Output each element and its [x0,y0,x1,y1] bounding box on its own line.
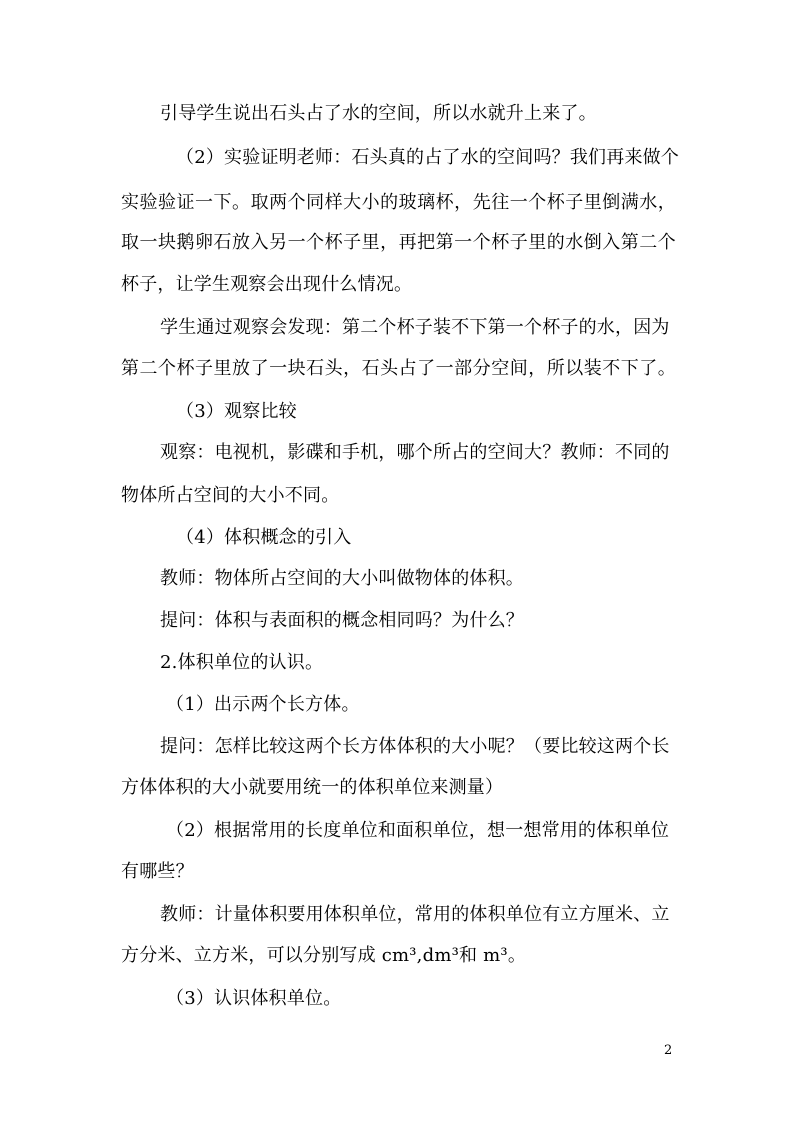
paragraph-line-16: 提问：怎样比较这两个长方体体积的大小呢？（要比较这两个长 [160,736,670,757]
paragraph-line-15: （1）出示两个长方体。 [166,694,360,715]
paragraph-line-6: 学生通过观察会发现：第二个杯子装不下第一个杯子的水，因为 [160,317,670,338]
paragraph-line-9: 观察：电视机，影碟和手机，哪个所占的空间大？教师：不同的 [160,442,670,463]
paragraph-line-10: 物体所占空间的大小不同。 [121,485,340,506]
paragraph-line-21: 方分米、立方米，可以分别写成 cm³,dm³和 m³。 [121,945,527,966]
paragraph-line-13: 提问：体积与表面积的概念相同吗？为什么？ [160,610,524,631]
paragraph-line-2: （2）实验证明老师：石头真的占了水的空间吗？我们再来做个 [176,147,680,168]
paragraph-line-18: （2）根据常用的长度单位和面积单位，想一想常用的体积单位 [166,820,670,841]
paragraph-line-22: （3）认识体积单位。 [166,988,342,1009]
paragraph-line-20: 教师：计量体积要用体积单位，常用的体积单位有立方厘米、立 [160,904,670,925]
section-heading-4: （4）体积概念的引入 [176,527,352,548]
page-number: 2 [664,1043,673,1058]
section-heading-3: （3）观察比较 [176,401,297,422]
paragraph-line-17: 方体体积的大小就要用统一的体积单位来测量） [121,777,504,798]
paragraph-line-12: 教师：物体所占空间的大小叫做物体的体积。 [160,568,524,589]
paragraph-line-5: 杯子，让学生观察会出现什么情况。 [121,274,413,295]
section-heading-2: 2.体积单位的认识。 [160,652,324,673]
paragraph-line-4: 取一块鹅卵石放入另一个杯子里，再把第一个杯子里的水倒入第二个 [121,232,676,253]
paragraph-line-7: 第二个杯子里放了一块石头，石头占了一部分空间，所以装不下了。 [121,358,676,379]
paragraph-line-19: 有哪些？ [121,861,194,882]
paragraph-line-3: 实验验证一下。取两个同样大小的玻璃杯，先往一个杯子里倒满水， [121,192,676,213]
paragraph-line-1: 引导学生说出石头占了水的空间，所以水就升上来了。 [160,103,597,124]
